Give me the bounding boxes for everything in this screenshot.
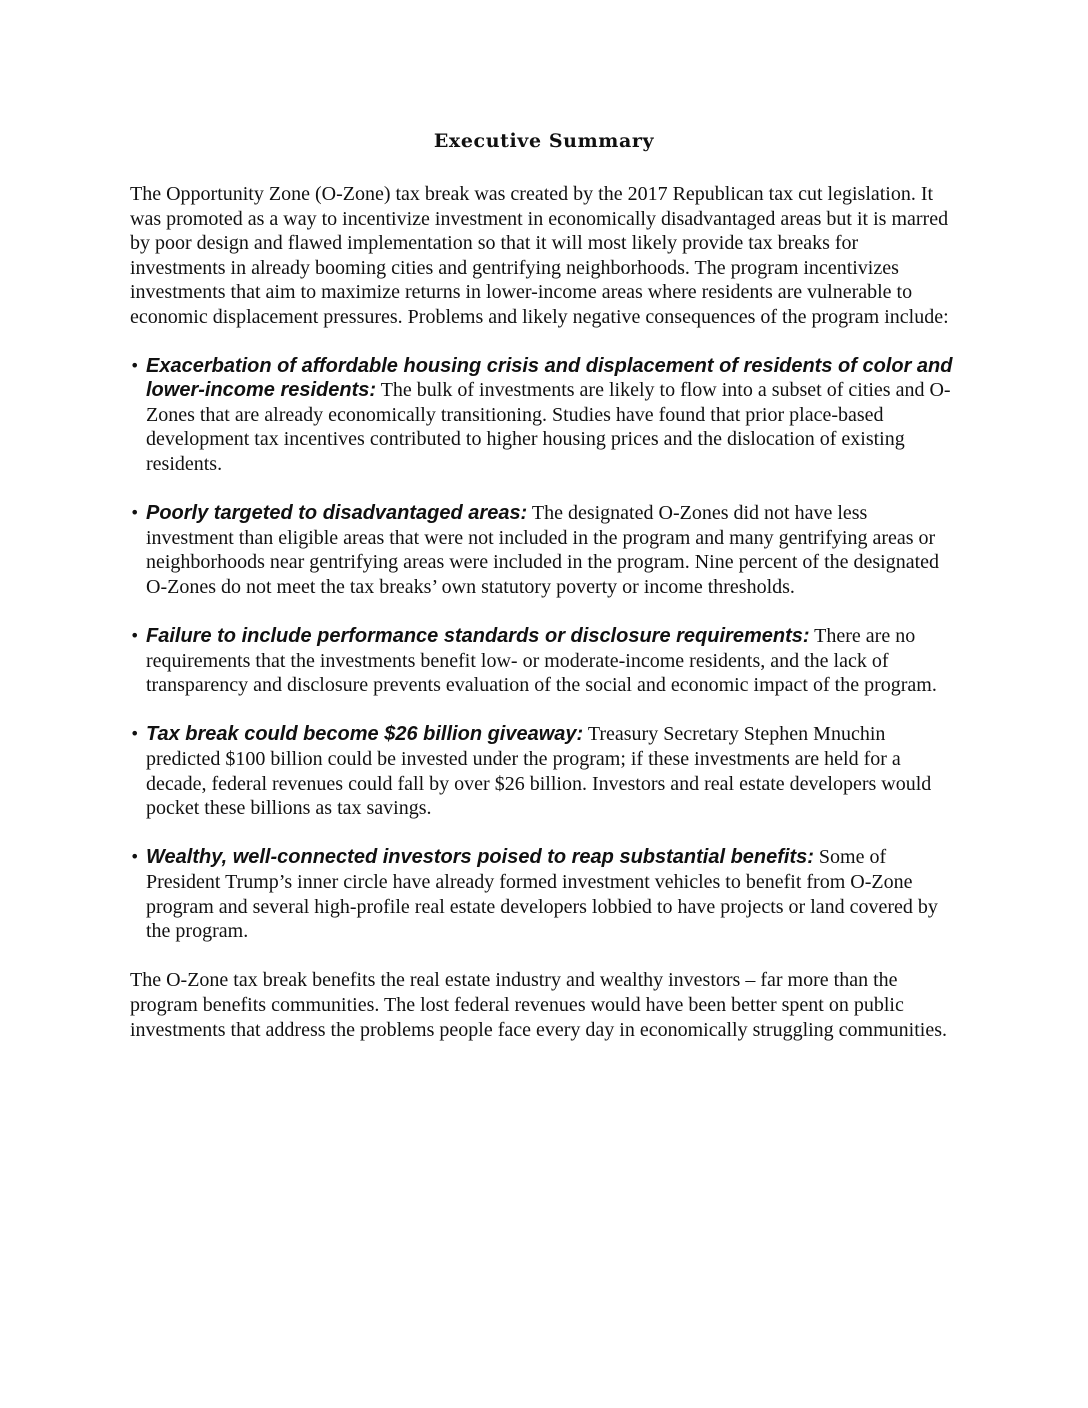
bullet-item-poorly-targeted <box>130 501 958 599</box>
bullet-item-housing-crisis <box>130 354 958 477</box>
document-body <box>130 182 958 1042</box>
page-title: Executive Summary <box>433 130 655 152</box>
bullet-item-performance-standards <box>130 624 958 698</box>
bullet-heading: Exacerbation of affordable housing crisis and displacement of residents of color and lower-income residents: <box>146 354 953 402</box>
bullet-heading: Wealthy, well-connected investors poised to reap substantial benefits: <box>146 846 814 869</box>
intro-paragraph: The Opportunity Zone (O-Zone) tax break was created by the 2017 Republican tax cut legislation. It was promoted as a way to incentivize investment in economically disadvantaged areas but it is marred by poor design and flawed implementation so that it will most likely provide tax breaks for investments in already booming cities and gentrifying neighborhoods. The program incentivizes investments that aim to maximize returns in lower-income areas where residents are vulnerable to economic displacement pressures. Problems and likely negative consequences of the program include: <box>130 183 949 328</box>
bullet-icon: • <box>130 503 140 523</box>
conclusion-paragraph: The O-Zone tax break benefits the real estate industry and wealthy investors – far more than the program benefits communities. The lost federal revenues would have been better spent on public investments that address the problems people face every day in economically struggling communities. <box>130 969 948 1041</box>
bullet-heading: Poorly targeted to disadvantaged areas: <box>146 502 528 525</box>
bullet-icon: • <box>130 724 140 744</box>
bullet-text: Some of President Trump’s inner circle have already formed investment vehicles to benefit from O-Zone program and several high-profile real estate developers lobbied to have projects or land covered by the program. <box>146 846 938 943</box>
bullet-item-wealthy-investors <box>130 845 958 943</box>
bullet-text: The designated O-Zones did not have less investment than eligible areas that were not included in the program and many gentrifying areas or neighborhoods near gentrifying areas were included in the program. Nine percent of the designated O-Zones do not meet the tax breaks’ own statutory poverty or income thresholds. <box>146 502 940 598</box>
bullet-list <box>130 354 958 944</box>
bullet-icon: • <box>130 355 140 375</box>
bullet-heading: Tax break could become $26 billion giveaway: <box>146 723 584 746</box>
bullet-item-giveaway <box>130 722 958 820</box>
bullet-icon: • <box>130 847 140 867</box>
bullet-text: The bulk of investments are likely to flow into a subset of cities and O-Zones that are already economically transitioning. Studies have found that prior place-based development tax incentives contributed to higher housing prices and the dislocation of existing residents. <box>146 379 951 475</box>
bullet-icon: • <box>130 626 140 646</box>
bullet-text: There are no requirements that the investments benefit low- or moderate-income residents, and the lack of transparency and disclosure prevents evaluation of the social and economic impact of the program. <box>146 625 937 697</box>
bullet-heading: Failure to include performance standards or disclosure requirements: <box>146 625 810 648</box>
bullet-text: Treasury Secretary Stephen Mnuchin predicted $100 billion could be invested under the program; if these investments are held for a decade, federal revenues could fall by over $26 billion. Investors and real estate developers would pocket these billions as tax savings. <box>146 723 932 820</box>
